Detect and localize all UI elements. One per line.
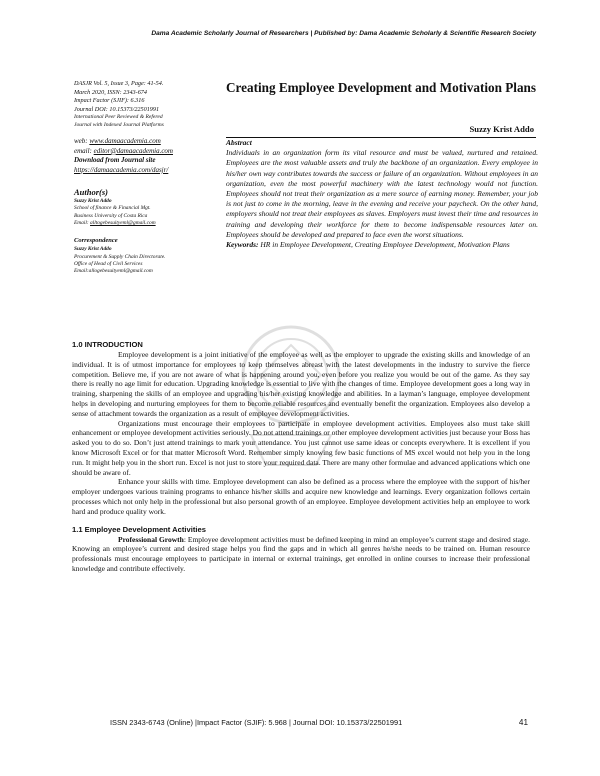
article-body: [72, 340, 530, 574]
abstract-block: [226, 138, 538, 250]
meta-index-note: Journal with Indexed Journal Platforms: [74, 121, 164, 128]
article-author: Suzzy Krist Addo: [226, 124, 536, 138]
intro-paragraph-1: Employee development is a joint initiative of the employee as well as the employer to upgrade the existing skills and knowledge of an individual. It is of utmost importance for employees to keep themselves abreast with the latest developments in the industry to survive the fierce competition. Believe me, if you are not aware of what is happening around you, even before you realize you would be out of the game. As they say there is really no age limit for education. Upgrading knowledge is essential to live with the changes of time. Employee development goes a long way in training, sharpening the skills of an employee and upgrading his/her existing knowledge and abilities. In a layman’s language, employee development helps in developing and nurturing employees for them to become reliable resources and eventually benefit the organization. Employees also develop a sense of attachment towards the organization as a result of employee development activities.: [72, 350, 530, 418]
author-affiliation-2: Business University of Costa Rica: [74, 212, 148, 219]
author-email-link[interactable]: alltogebesuityeml@gmail.com: [90, 220, 156, 227]
keywords-line: [226, 240, 538, 250]
author-email-line: [74, 220, 224, 227]
meta-review-note: International Peer Reviewed & Refered: [74, 114, 163, 121]
intro-paragraph-2: Organizations must encourage their employees to participate in employee development activities. Employees also must take skill enhancement or employee development activities seriously. Do not attend trainings or other employee development activities just because your Boss has asked you to do so. Don’t just attend trainings to mark your attendance. You just cannot use same ideas or concepts everywhere. It is excellent if you know Microsoft Excel or for that matter Microsoft Word. Remember simply knowing few basic functions of MS excel would not help you in the long run. It might help you in the short run. Excel is not just to store your required data. There are many other formulae and advanced applications which one should be aware of.: [72, 418, 530, 477]
authors-heading: Author(s): [74, 187, 109, 198]
journal-header: Dama Academic Scholarly Journal of Researchers | Published by: Dama Academic Scholarly & Scientific Research Society: [151, 30, 536, 37]
web-link[interactable]: www.damaacademia.com: [89, 137, 161, 146]
author-name-text: Suzzy Krist Addo: [74, 198, 112, 205]
activities-paragraph-1: [72, 535, 530, 574]
meta-doi: Journal DOI: 10.15373/22501991: [74, 105, 160, 113]
footer-journal-info: ISSN 2343-6743 (Online) |Impact Factor (SJIF): 5.968 | Journal DOI: 10.15373/22501991: [110, 718, 403, 727]
web-label: web:: [74, 137, 90, 146]
keywords-label: Keywords:: [226, 240, 259, 250]
keywords-text: HR in Employee Development, Creating Employee Development, Motivation Plans: [260, 240, 510, 250]
meta-date-issn: March 2020, ISSN: 2343-674: [74, 88, 147, 96]
abstract-text: Individuals in an organization form its vital resource and must be valued, nurtured and retained. Employees are the most valuable assets and truly the backbone of an organization. Every employee in his/her own way contributes towards the success or failure of an organization. Without employees in an organization, even the most powerful machinery with the latest technology would not function. Employees should not treat their organization as a mere source of earning money. Remember, your job is not just to come in the morning, leave in the evening and receive your paycheck. On the other hand, employers should not treat their employees as slaves. Employers must invest their time and resources in training and developing their workforce for them to become indispensable resources later on. Employees should be developed and prepared to face even the worst situations.: [226, 148, 538, 239]
correspondence-heading: Correspondence: [74, 237, 118, 245]
professional-growth-label: Professional Growth: [118, 534, 184, 544]
section-heading-development-activities: 1.1 Employee Development Activities: [72, 524, 206, 534]
download-line: [74, 166, 224, 176]
intro-paragraph-3: Enhance your skills with time. Employee development can also be defined as a process where the employee with the support of his/her employer undergoes various training programs to enhance his/her skills and acquire new knowledge and learnings. Every organization follows certain processes which not only help in the professional but also personal growth of an employee. Employee development activities help an employee to work hard and produce quality work.: [72, 477, 530, 516]
abstract-heading: Abstract: [226, 138, 252, 147]
article-title: Creating Employee Development and Motivation Plans: [226, 80, 537, 95]
email-line: [74, 147, 224, 157]
correspondence-email: Email:allogebesuityeml@gmail.com: [74, 268, 153, 275]
meta-volume: DASJR Vol. 5, Issue 3, Page: 41-54.: [74, 80, 164, 87]
email-link[interactable]: editor@damaacademia.com: [93, 146, 173, 155]
section-heading-introduction: 1.0 INTRODUCTION: [72, 340, 143, 349]
author-email-label: Email:: [74, 220, 91, 227]
web-line: [74, 137, 224, 147]
correspondence-name-text: Suzzy Krist Addo: [74, 246, 112, 253]
email-label: email:: [74, 146, 94, 155]
correspondence-line-1: Procurement & Supply Chain Directorate.: [74, 253, 166, 260]
download-label: Download from Journal site: [74, 156, 156, 165]
page-number: 41: [518, 718, 528, 727]
meta-impact-factor: Impact Factor (SJIF): 6.316: [74, 97, 145, 105]
professional-growth-text: : Employee development activities must be defined keeping in mind an employee’s current stage and desired stage. Knowing an employee’s current and desired stage helps you find the gaps and in which all genres he/she needs to be trained on. Human resource professionals must encourage employees to participate in internal or external trainings, get enrolled in online courses to increase their professional knowledge and contribute effectively.: [72, 534, 531, 573]
article-info-column: [74, 80, 224, 276]
download-link[interactable]: https://damaacademia.com/dasjr/: [74, 165, 169, 174]
author-affiliation-1: School of finance & Financial Mgt.: [74, 205, 151, 212]
correspondence-name: [74, 246, 224, 253]
correspondence-line-2: Office of Head of Civil Services: [74, 260, 143, 267]
